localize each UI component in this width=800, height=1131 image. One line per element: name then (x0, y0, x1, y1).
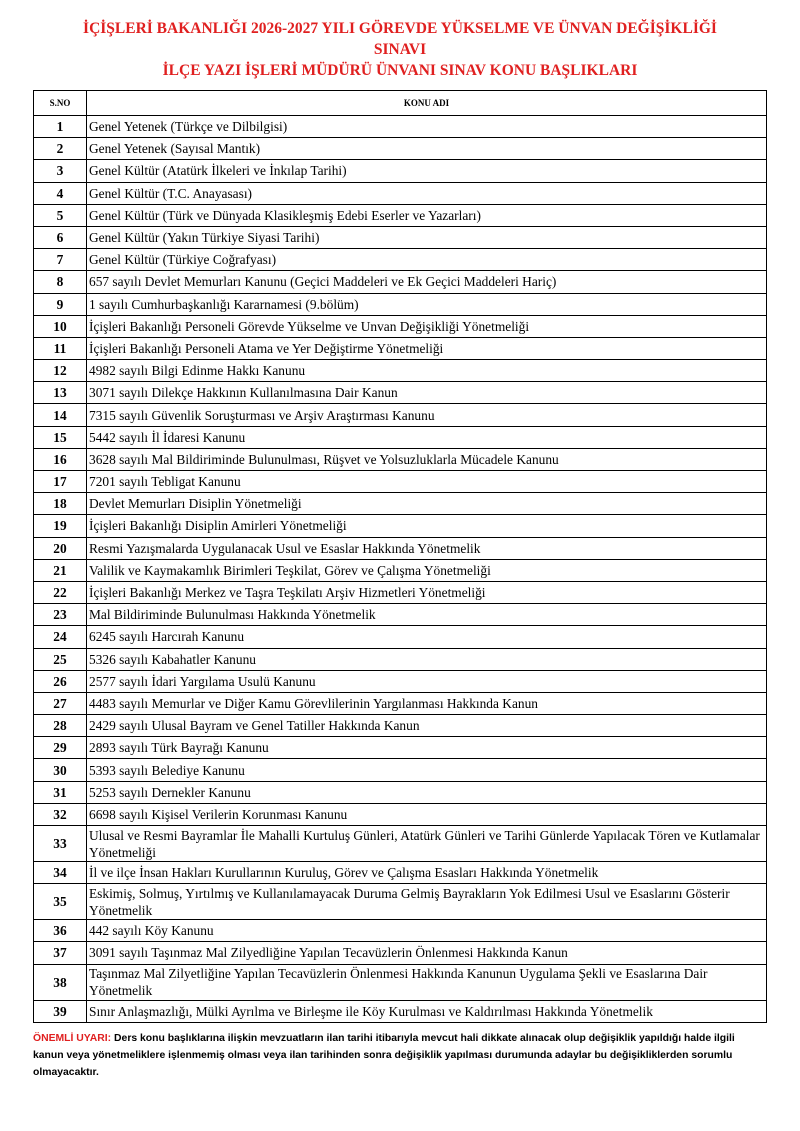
topic-name: Eskimiş, Solmuş, Yırtılmış ve Kullanılamayacak Duruma Gelmiş Bayrakların Yok Edilmesi Usul ve Esaslarını Gösterir Yönetmelik (87, 884, 767, 920)
row-number: 24 (34, 626, 87, 648)
topic-name: 4982 sayılı Bilgi Edinme Hakkı Kanunu (87, 360, 767, 382)
table-row (34, 1000, 767, 1022)
table-row (34, 116, 767, 138)
table-row (34, 315, 767, 337)
row-number: 20 (34, 537, 87, 559)
table-row (34, 404, 767, 426)
header-sno: S.NO (34, 91, 87, 116)
topic-name: İçişleri Bakanlığı Disiplin Amirleri Yönetmeliği (87, 515, 767, 537)
topic-name: 6698 sayılı Kişisel Verilerin Korunması Kanunu (87, 803, 767, 825)
topic-name: 2577 sayılı İdari Yargılama Usulü Kanunu (87, 670, 767, 692)
table-row (34, 249, 767, 271)
table-row (34, 692, 767, 714)
topic-name: 1 sayılı Cumhurbaşkanlığı Kararnamesi (9.bölüm) (87, 293, 767, 315)
title-line-1: İÇİŞLERİ BAKANLIĞI 2026-2027 YILI GÖREVDE YÜKSELME VE ÜNVAN DEĞİŞİKLİĞİ (83, 20, 717, 37)
topic-name: 5393 sayılı Belediye Kanunu (87, 759, 767, 781)
row-number: 23 (34, 604, 87, 626)
table-row (34, 537, 767, 559)
topic-name: 2429 sayılı Ulusal Bayram ve Genel Tatiller Hakkında Kanun (87, 715, 767, 737)
topic-name: Devlet Memurları Disiplin Yönetmeliği (87, 493, 767, 515)
row-number: 3 (34, 160, 87, 182)
row-number: 22 (34, 581, 87, 603)
row-number: 31 (34, 781, 87, 803)
topic-name: Valilik ve Kaymakamlık Birimleri Teşkilat, Görev ve Çalışma Yönetmeliği (87, 559, 767, 581)
table-row (34, 715, 767, 737)
row-number: 6 (34, 226, 87, 248)
table-row (34, 471, 767, 493)
topic-name: Genel Yetenek (Türkçe ve Dilbilgisi) (87, 116, 767, 138)
table-row (34, 581, 767, 603)
row-number: 9 (34, 293, 87, 315)
row-number: 26 (34, 670, 87, 692)
table-row (34, 964, 767, 1000)
row-number: 2 (34, 138, 87, 160)
important-warning (33, 1030, 767, 1081)
row-number: 14 (34, 404, 87, 426)
row-number: 10 (34, 315, 87, 337)
row-number: 27 (34, 692, 87, 714)
row-number: 28 (34, 715, 87, 737)
topic-name: Sınır Anlaşmazlığı, Mülki Ayrılma ve Birleşme ile Köy Kurulması ve Kaldırılması Hakkında Yönetmelik (87, 1000, 767, 1022)
row-number: 18 (34, 493, 87, 515)
table-row (34, 826, 767, 862)
row-number: 15 (34, 426, 87, 448)
table-row (34, 781, 767, 803)
topic-name: 3071 sayılı Dilekçe Hakkının Kullanılmasına Dair Kanun (87, 382, 767, 404)
row-number: 16 (34, 448, 87, 470)
topic-name: Genel Kültür (Yakın Türkiye Siyasi Tarihi) (87, 226, 767, 248)
table-row (34, 759, 767, 781)
exam-topics-table (33, 90, 767, 1023)
document-title (40, 18, 760, 81)
row-number: 5 (34, 204, 87, 226)
topic-name: İl ve ilçe İnsan Hakları Kurullarının Kuruluş, Görev ve Çalışma Esasları Hakkında Yönetmelik (87, 862, 767, 884)
row-number: 8 (34, 271, 87, 293)
table-row (34, 737, 767, 759)
row-number: 33 (34, 826, 87, 862)
table-row (34, 204, 767, 226)
table-row (34, 293, 767, 315)
table-row (34, 337, 767, 359)
table-row (34, 182, 767, 204)
row-number: 17 (34, 471, 87, 493)
topic-name: 657 sayılı Devlet Memurları Kanunu (Geçici Maddeleri ve Ek Geçici Maddeleri Hariç) (87, 271, 767, 293)
title-line-3: İLÇE YAZI İŞLERİ MÜDÜRÜ ÜNVANI SINAV KONU BAŞLIKLARI (162, 62, 638, 79)
table-row (34, 382, 767, 404)
row-number: 32 (34, 803, 87, 825)
topic-name: 2893 sayılı Türk Bayrağı Kanunu (87, 737, 767, 759)
topic-name: 7315 sayılı Güvenlik Soruşturması ve Arşiv Araştırması Kanunu (87, 404, 767, 426)
topic-name: İçişleri Bakanlığı Personeli Görevde Yükselme ve Unvan Değişikliği Yönetmeliği (87, 315, 767, 337)
row-number: 7 (34, 249, 87, 271)
topic-name: 3628 sayılı Mal Bildiriminde Bulunulması, Rüşvet ve Yolsuzluklarla Mücadele Kanunu (87, 448, 767, 470)
row-number: 11 (34, 337, 87, 359)
row-number: 25 (34, 648, 87, 670)
topic-name: 442 sayılı Köy Kanunu (87, 920, 767, 942)
topic-name: Genel Kültür (Atatürk İlkeleri ve İnkılap Tarihi) (87, 160, 767, 182)
topic-name: Resmi Yazışmalarda Uygulanacak Usul ve Esaslar Hakkında Yönetmelik (87, 537, 767, 559)
topic-name: 5253 sayılı Dernekler Kanunu (87, 781, 767, 803)
row-number: 19 (34, 515, 87, 537)
topic-name: 7201 sayılı Tebligat Kanunu (87, 471, 767, 493)
topic-name: Genel Kültür (Türk ve Dünyada Klasikleşmiş Edebi Eserler ve Yazarları) (87, 204, 767, 226)
table-body (34, 116, 767, 1023)
table-row (34, 626, 767, 648)
topic-name: 5442 sayılı İl İdaresi Kanunu (87, 426, 767, 448)
row-number: 35 (34, 884, 87, 920)
table-row (34, 670, 767, 692)
table-row (34, 862, 767, 884)
table-row (34, 515, 767, 537)
topic-name: Genel Kültür (T.C. Anayasası) (87, 182, 767, 204)
table-row (34, 138, 767, 160)
row-number: 1 (34, 116, 87, 138)
header-topic-name: KONU ADI (87, 91, 767, 116)
topic-name: Mal Bildiriminde Bulunulması Hakkında Yönetmelik (87, 604, 767, 626)
table-row (34, 920, 767, 942)
row-number: 29 (34, 737, 87, 759)
warning-text: Ders konu başlıklarına ilişkin mevzuatların ilan tarihi itibarıyla mevcut hali dikkate alınacak olup değişiklik yapıldığı halde ilgili kanun veya yönetmeliklere işlenmemiş olması veya ilan tarihinden sonra değişiklik yapılması durumunda adaylar bu değişikliklerden sorumlu olmayacaktır. (33, 1033, 735, 1078)
topic-name: Taşınmaz Mal Zilyetliğine Yapılan Tecavüzlerin Önlenmesi Hakkında Kanunun Uygulama Şekli ve Esaslarına Dair Yönetmelik (87, 964, 767, 1000)
table-row (34, 493, 767, 515)
row-number: 21 (34, 559, 87, 581)
table-row (34, 942, 767, 964)
topic-name: 4483 sayılı Memurlar ve Diğer Kamu Görevlilerinin Yargılanması Hakkında Kanun (87, 692, 767, 714)
row-number: 36 (34, 920, 87, 942)
warning-label: ÖNEMLİ UYARI: (33, 1033, 112, 1044)
table-row (34, 226, 767, 248)
table-row (34, 160, 767, 182)
table-header-row (34, 91, 767, 116)
table-row (34, 604, 767, 626)
topic-name: 5326 sayılı Kabahatler Kanunu (87, 648, 767, 670)
table-row (34, 559, 767, 581)
title-line-2: SINAVI (373, 41, 427, 58)
table-row (34, 426, 767, 448)
topic-name: Ulusal ve Resmi Bayramlar İle Mahalli Kurtuluş Günleri, Atatürk Günleri ve Tarihi Günlerde Yapılacak Tören ve Kutlamalar Yönetmeliği (87, 826, 767, 862)
row-number: 38 (34, 964, 87, 1000)
table-row (34, 803, 767, 825)
topic-name: 3091 sayılı Taşınmaz Mal Zilyedliğine Yapılan Tecavüzlerin Önlenmesi Hakkında Kanun (87, 942, 767, 964)
topic-name: 6245 sayılı Harcırah Kanunu (87, 626, 767, 648)
topic-name: Genel Kültür (Türkiye Coğrafyası) (87, 249, 767, 271)
table-row (34, 884, 767, 920)
table-row (34, 360, 767, 382)
table-row (34, 448, 767, 470)
topic-name: İçişleri Bakanlığı Personeli Atama ve Yer Değiştirme Yönetmeliği (87, 337, 767, 359)
topic-name: İçişleri Bakanlığı Merkez ve Taşra Teşkilatı Arşiv Hizmetleri Yönetmeliği (87, 581, 767, 603)
row-number: 13 (34, 382, 87, 404)
row-number: 37 (34, 942, 87, 964)
row-number: 39 (34, 1000, 87, 1022)
table-row (34, 271, 767, 293)
table-row (34, 648, 767, 670)
row-number: 4 (34, 182, 87, 204)
row-number: 12 (34, 360, 87, 382)
row-number: 30 (34, 759, 87, 781)
topic-name: Genel Yetenek (Sayısal Mantık) (87, 138, 767, 160)
row-number: 34 (34, 862, 87, 884)
